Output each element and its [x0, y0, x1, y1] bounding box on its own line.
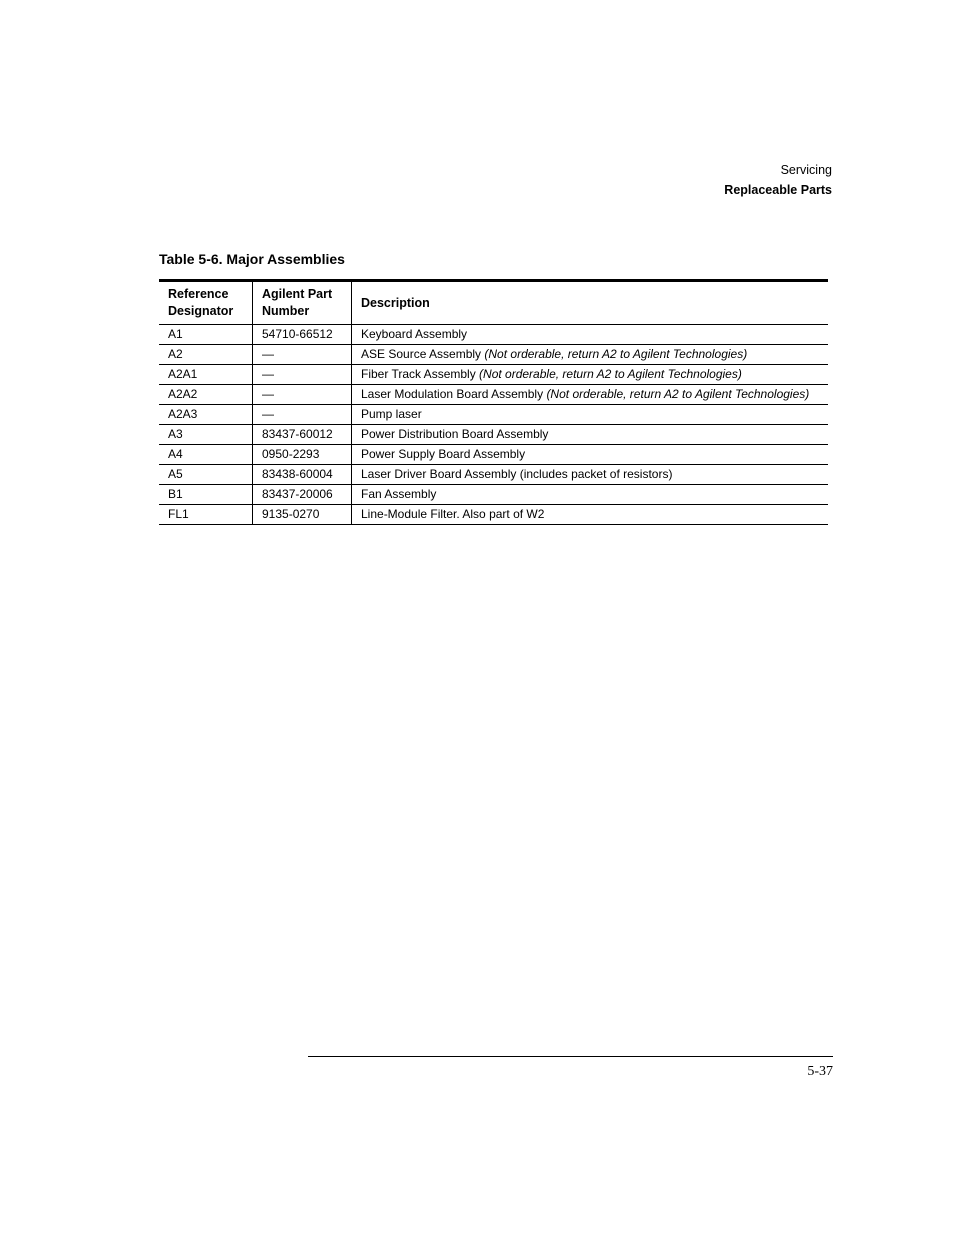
- cell-part-number: —: [253, 385, 352, 405]
- cell-part-number: 9135-0270: [253, 505, 352, 525]
- cell-part-number: 83437-60012: [253, 425, 352, 445]
- cell-reference: A4: [159, 445, 253, 465]
- cell-reference: A1: [159, 325, 253, 345]
- table-row: [159, 485, 828, 505]
- cell-description: [352, 465, 829, 485]
- description-text: ASE Source Assembly: [361, 347, 485, 361]
- cell-reference: FL1: [159, 505, 253, 525]
- header-section: Servicing: [780, 163, 832, 177]
- column-header-description: Description: [352, 281, 829, 325]
- cell-part-number: 54710-66512: [253, 325, 352, 345]
- column-header-text: Reference: [168, 287, 229, 301]
- header-subsection: Replaceable Parts: [724, 183, 832, 197]
- cell-description: [352, 385, 829, 405]
- cell-part-number: 0950-2293: [253, 445, 352, 465]
- cell-reference: A2: [159, 345, 253, 365]
- column-header-text: Agilent Part: [262, 287, 333, 301]
- description-text: Pump laser: [361, 407, 422, 421]
- description-text: Power Distribution Board Assembly: [361, 427, 549, 441]
- cell-description: [352, 405, 829, 425]
- cell-reference: A2A1: [159, 365, 253, 385]
- table-row: [159, 365, 828, 385]
- description-text: Keyboard Assembly: [361, 327, 468, 341]
- table-row: [159, 325, 828, 345]
- description-text: Power Supply Board Assembly: [361, 447, 526, 461]
- description-note: (Not orderable, return A2 to Agilent Technologies): [479, 367, 742, 381]
- cell-reference: A3: [159, 425, 253, 445]
- table-row: [159, 505, 828, 525]
- description-text: Fan Assembly: [361, 487, 437, 501]
- description-text: Laser Driver Board Assembly (includes packet of resistors): [361, 467, 673, 481]
- table-row: [159, 385, 828, 405]
- major-assemblies-table: [159, 279, 828, 525]
- cell-part-number: 83437-20006: [253, 485, 352, 505]
- table-row: [159, 465, 828, 485]
- footer-divider: [308, 1056, 833, 1057]
- cell-description: [352, 505, 829, 525]
- table-title: Table 5-6. Major Assemblies: [159, 251, 345, 267]
- description-note: (Not orderable, return A2 to Agilent Technologies): [546, 387, 810, 401]
- cell-part-number: —: [253, 365, 352, 385]
- description-text: Line-Module Filter. Also part of W2: [361, 507, 545, 521]
- cell-description: [352, 445, 829, 465]
- cell-description: [352, 365, 829, 385]
- running-header: [724, 160, 832, 200]
- cell-description: [352, 345, 829, 365]
- cell-description: [352, 425, 829, 445]
- cell-part-number: —: [253, 345, 352, 365]
- column-header-text: Number: [262, 304, 310, 318]
- cell-reference: A2A2: [159, 385, 253, 405]
- table-row: [159, 345, 828, 365]
- cell-part-number: 83438-60004: [253, 465, 352, 485]
- cell-description: [352, 485, 829, 505]
- column-header-text: Designator: [168, 304, 234, 318]
- column-header-part-number: [253, 281, 352, 325]
- description-note: (Not orderable, return A2 to Agilent Technologies): [484, 347, 748, 361]
- cell-part-number: —: [253, 405, 352, 425]
- cell-reference: A5: [159, 465, 253, 485]
- table-row: [159, 405, 828, 425]
- description-text: Laser Modulation Board Assembly: [361, 387, 547, 401]
- column-header-reference-designator: [159, 281, 253, 325]
- page-number: 5-37: [807, 1064, 833, 1079]
- description-text: Fiber Track Assembly: [361, 367, 480, 381]
- cell-reference: A2A3: [159, 405, 253, 425]
- cell-description: [352, 325, 829, 345]
- table-row: [159, 425, 828, 445]
- table-header-row: [159, 281, 828, 325]
- table-row: [159, 445, 828, 465]
- cell-reference: B1: [159, 485, 253, 505]
